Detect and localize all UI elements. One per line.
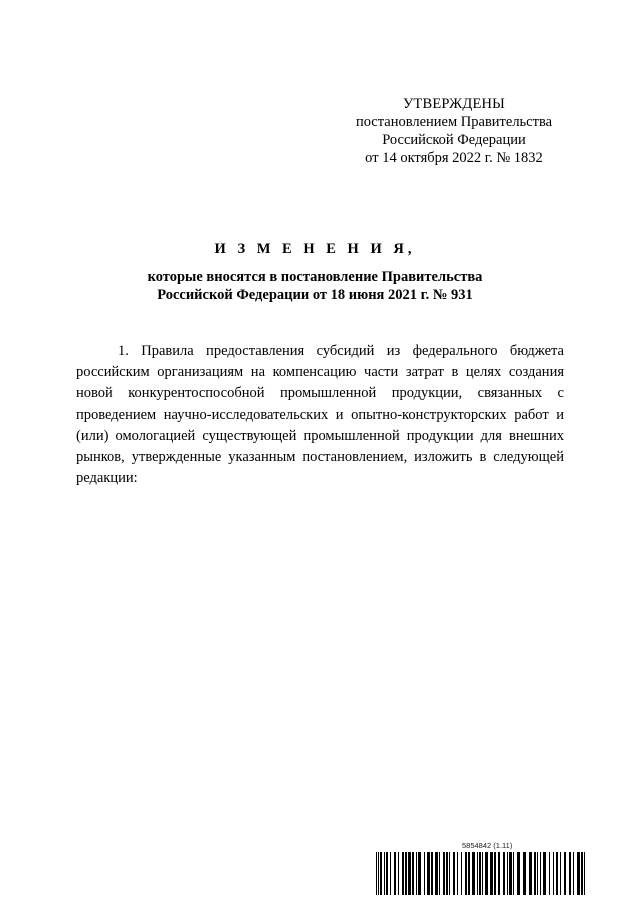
approval-line-2: Российской Федерации	[382, 132, 526, 148]
body-paragraph-1: 1. Правила предоставления субсидий из федерального бюджета российским организациям на компенсацию части затрат в целях создания новой конкурентоспособной промышленной продукции, связанных с проведением научно-исследовательских и опытно-конструкторских работ и (или) омологацией существующей промышленной продукции для внешних рынков, утвержденные указанным постановлением, изложить в следующей редакции:	[76, 343, 564, 487]
approval-line-1: постановлением Правительства	[355, 114, 553, 130]
document-subtitle	[60, 268, 570, 304]
barcode-caption: 5854842 (1.11)	[462, 841, 513, 850]
barcode-icon	[376, 852, 588, 895]
subtitle-line-2: Российской Федерации от 18 июня 2021 г. № 931	[157, 287, 473, 303]
approval-heading: УТВЕРЖДЕНЫ	[402, 96, 506, 112]
approval-block	[344, 95, 564, 167]
document-title-block	[60, 240, 570, 304]
subtitle-line-1: которые вносятся в постановление Правительства	[147, 269, 483, 285]
document-heading: И З М Е Н Е Н И Я,	[214, 241, 416, 257]
barcode-block	[376, 841, 588, 895]
approval-line-3: от 14 октября 2022 г. № 1832	[365, 150, 543, 166]
